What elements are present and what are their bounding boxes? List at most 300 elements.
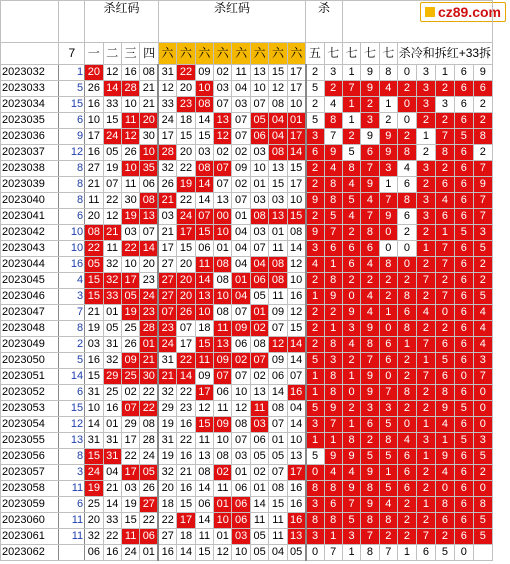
value-cell: 01 — [140, 337, 158, 353]
value-cell: 4 — [361, 257, 379, 273]
period-id: 2023051 — [1, 369, 59, 385]
subheader-g1: 四 — [140, 43, 158, 65]
value-cell: 5 — [306, 81, 324, 97]
value-cell: 8 — [324, 481, 342, 497]
value-cell: 4 — [306, 257, 324, 273]
value-cell: 20 — [177, 145, 195, 161]
value-cell: 15 — [85, 289, 103, 305]
value-cell: 35 — [140, 161, 158, 177]
value-cell: 0 — [473, 417, 492, 433]
value-cell: 07 — [214, 97, 232, 113]
value-cell: 4 — [342, 337, 360, 353]
value-cell: 07 — [140, 225, 158, 241]
value-cell: 05 — [140, 465, 158, 481]
value-cell: 1 — [379, 177, 397, 193]
value-cell: 13 — [214, 113, 232, 129]
value-cell: 6 — [435, 177, 454, 193]
period-id: 2023056 — [1, 449, 59, 465]
value-cell: 5 — [379, 449, 397, 465]
period-id: 2023055 — [1, 433, 59, 449]
value-cell: 15 — [85, 369, 103, 385]
value-cell: 01 — [103, 417, 121, 433]
period-id: 2023042 — [1, 225, 59, 241]
value-cell: 21 — [140, 81, 158, 97]
value-cell: 8 — [324, 193, 342, 209]
period-id: 2023037 — [1, 145, 59, 161]
value-cell: 0 — [473, 481, 492, 497]
value-cell: 01 — [214, 497, 232, 513]
value-cell: 23 — [177, 401, 195, 417]
value-cell: 1 — [398, 545, 417, 561]
table-row — [1, 209, 510, 225]
value-cell: 01 — [103, 305, 121, 321]
value-cell: 16 — [287, 497, 305, 513]
value-cell: 6 — [398, 465, 417, 481]
value-cell: 16 — [85, 145, 103, 161]
value-cell: 6 — [379, 353, 397, 369]
value-cell: 7 — [473, 369, 492, 385]
value-cell: 6 — [398, 305, 417, 321]
table-row — [1, 465, 510, 481]
value-cell: 04 — [269, 545, 287, 561]
count-cell: 1 — [59, 65, 85, 81]
value-cell: 7 — [379, 545, 397, 561]
value-cell: 04 — [232, 81, 250, 97]
value-cell: 07 — [214, 369, 232, 385]
subheader-blank — [1, 43, 59, 65]
value-cell: 6 — [454, 113, 473, 129]
value-cell: 8 — [361, 545, 379, 561]
value-cell: 2 — [416, 321, 435, 337]
value-cell: 10 — [250, 81, 268, 97]
value-cell: 25 — [103, 385, 121, 401]
count-cell: 5 — [59, 81, 85, 97]
subheader-last: 杀冷和拆红+33拆 — [398, 43, 493, 65]
value-cell: 0 — [342, 385, 360, 401]
value-cell: 15 — [85, 449, 103, 465]
value-cell: 2 — [379, 529, 397, 545]
value-cell: 5 — [435, 353, 454, 369]
value-cell: 27 — [158, 529, 176, 545]
value-cell: 01 — [250, 481, 268, 497]
value-cell: 13 — [269, 209, 287, 225]
value-cell: 33 — [158, 97, 176, 113]
value-cell: 12 — [214, 129, 232, 145]
value-cell: 3 — [473, 225, 492, 241]
value-cell: 16 — [103, 545, 121, 561]
value-cell: 8 — [435, 145, 454, 161]
value-cell: 13 — [250, 65, 268, 81]
value-cell: 22 — [140, 513, 158, 529]
value-cell: 20 — [85, 209, 103, 225]
value-cell: 1 — [342, 417, 360, 433]
period-id: 2023047 — [1, 305, 59, 321]
value-cell: 16 — [287, 289, 305, 305]
value-cell: 31 — [85, 385, 103, 401]
value-cell: 01 — [140, 545, 158, 561]
value-cell: 2 — [416, 465, 435, 481]
value-cell: 2 — [398, 129, 417, 145]
subheader-g2: 六 — [195, 43, 213, 65]
value-cell: 0 — [306, 545, 324, 561]
value-cell: 21 — [85, 177, 103, 193]
value-cell: 14 — [85, 417, 103, 433]
value-cell: 2 — [379, 289, 397, 305]
value-cell: 7 — [379, 193, 397, 209]
value-cell: 5 — [473, 513, 492, 529]
subheader-count: 7 — [59, 43, 85, 65]
value-cell: 5 — [306, 113, 324, 129]
value-cell: 11 — [232, 65, 250, 81]
period-id: 2023049 — [1, 337, 59, 353]
subheader-g2: 六 — [214, 43, 232, 65]
value-cell: 17 — [195, 385, 213, 401]
value-cell: 2 — [306, 65, 324, 81]
value-cell: 10 — [121, 97, 139, 113]
value-cell: 26 — [140, 481, 158, 497]
table-row — [1, 273, 510, 289]
value-cell: 11 — [250, 513, 268, 529]
value-cell: 0 — [398, 113, 417, 129]
value-cell: 21 — [158, 193, 176, 209]
value-cell: 11 — [269, 529, 287, 545]
value-cell: 17 — [158, 129, 176, 145]
value-cell: 6 — [398, 177, 417, 193]
value-cell: 15 — [269, 65, 287, 81]
value-cell: 11 — [269, 241, 287, 257]
value-cell: 2 — [306, 161, 324, 177]
value-cell: 2 — [398, 81, 417, 97]
value-cell: 2 — [306, 305, 324, 321]
value-cell: 4 — [361, 193, 379, 209]
value-cell: 03 — [85, 337, 103, 353]
count-cell: 8 — [59, 193, 85, 209]
value-cell: 2 — [416, 257, 435, 273]
value-cell: 2 — [435, 321, 454, 337]
value-cell: 3 — [306, 129, 324, 145]
value-cell: 30 — [140, 369, 158, 385]
value-cell: 4 — [361, 289, 379, 305]
value-cell: 2 — [342, 225, 360, 241]
value-cell: 05 — [121, 289, 139, 305]
value-cell: 2 — [398, 529, 417, 545]
value-cell: 28 — [121, 81, 139, 97]
value-cell: 03 — [121, 225, 139, 241]
period-id: 2023053 — [1, 401, 59, 417]
value-cell: 13 — [214, 337, 232, 353]
value-cell: 31 — [158, 433, 176, 449]
value-cell: 18 — [158, 497, 176, 513]
table-row — [1, 113, 510, 129]
value-cell: 5 — [361, 449, 379, 465]
period-id: 2023034 — [1, 97, 59, 113]
value-cell: 14 — [195, 113, 213, 129]
value-cell: 2 — [398, 497, 417, 513]
value-cell: 6 — [454, 241, 473, 257]
value-cell: 15 — [103, 113, 121, 129]
value-cell: 04 — [269, 129, 287, 145]
value-cell: 14 — [140, 241, 158, 257]
value-cell: 9 — [306, 225, 324, 241]
value-cell: 07 — [103, 177, 121, 193]
value-cell: 07 — [232, 129, 250, 145]
value-cell: 4 — [473, 337, 492, 353]
value-cell: 2 — [473, 97, 492, 113]
value-cell: 16 — [121, 65, 139, 81]
count-cell: 16 — [59, 257, 85, 273]
value-cell: 02 — [232, 145, 250, 161]
value-cell: 15 — [269, 497, 287, 513]
subheader-g3: 七 — [342, 43, 360, 65]
period-id: 2023039 — [1, 177, 59, 193]
value-cell: 08 — [287, 225, 305, 241]
value-cell: 03 — [250, 145, 268, 161]
value-cell: 7 — [416, 273, 435, 289]
value-cell: 07 — [177, 321, 195, 337]
period-id: 2023050 — [1, 353, 59, 369]
value-cell: 09 — [121, 353, 139, 369]
value-cell: 22 — [85, 241, 103, 257]
value-cell: 6 — [342, 257, 360, 273]
value-cell: 22 — [177, 353, 195, 369]
table-row — [1, 337, 510, 353]
value-cell: 22 — [140, 401, 158, 417]
count-cell: 9 — [59, 129, 85, 145]
value-cell: 4 — [361, 305, 379, 321]
period-id: 2023038 — [1, 161, 59, 177]
value-cell: 09 — [232, 161, 250, 177]
value-cell: 9 — [324, 289, 342, 305]
value-cell: 10 — [214, 513, 232, 529]
value-cell: 06 — [140, 529, 158, 545]
value-cell: 17 — [121, 273, 139, 289]
value-cell: 11 — [121, 113, 139, 129]
value-cell: 6 — [361, 145, 379, 161]
value-cell: 1 — [342, 369, 360, 385]
value-cell: 8 — [324, 513, 342, 529]
value-cell: 05 — [103, 321, 121, 337]
value-cell: 2 — [306, 337, 324, 353]
value-cell: 22 — [140, 385, 158, 401]
period-id: 2023060 — [1, 513, 59, 529]
value-cell: 5 — [454, 225, 473, 241]
value-cell: 6 — [454, 177, 473, 193]
value-cell: 32 — [158, 161, 176, 177]
value-cell: 20 — [85, 513, 103, 529]
value-cell: 14 — [177, 369, 195, 385]
value-cell: 3 — [306, 417, 324, 433]
value-cell: 9 — [361, 385, 379, 401]
value-cell: 14 — [250, 497, 268, 513]
value-cell: 0 — [435, 305, 454, 321]
value-cell: 07 — [232, 369, 250, 385]
value-cell: 1 — [324, 321, 342, 337]
value-cell: 07 — [158, 305, 176, 321]
period-id: 2023052 — [1, 385, 59, 401]
value-cell: 15 — [121, 513, 139, 529]
value-cell: 11 — [250, 401, 268, 417]
value-cell: 2 — [398, 401, 417, 417]
value-cell: 1 — [324, 433, 342, 449]
value-cell: 2 — [473, 273, 492, 289]
value-cell: 04 — [232, 289, 250, 305]
table-row — [1, 497, 510, 513]
value-cell: 8 — [398, 289, 417, 305]
count-cell: 11 — [59, 513, 85, 529]
count-cell: 6 — [59, 385, 85, 401]
value-cell: 08 — [214, 257, 232, 273]
value-cell: 6 — [435, 369, 454, 385]
value-cell: 6 — [454, 449, 473, 465]
value-cell: 5 — [306, 401, 324, 417]
value-cell: 8 — [361, 337, 379, 353]
value-cell: 1 — [416, 129, 435, 145]
value-cell: 07 — [250, 241, 268, 257]
period-id: 2023040 — [1, 193, 59, 209]
value-cell: 8 — [435, 497, 454, 513]
value-cell: 2 — [361, 433, 379, 449]
subheader-g3: 七 — [379, 43, 397, 65]
value-cell: 26 — [85, 81, 103, 97]
count-cell: 3 — [59, 289, 85, 305]
table-row — [1, 449, 510, 465]
count-cell: 6 — [59, 497, 85, 513]
value-cell: 02 — [121, 385, 139, 401]
value-cell: 2 — [435, 81, 454, 97]
header-group3: 杀 — [306, 1, 343, 43]
value-cell: 0 — [306, 465, 324, 481]
value-cell: 7 — [342, 81, 360, 97]
value-cell: 4 — [435, 417, 454, 433]
value-cell: 23 — [177, 97, 195, 113]
count-cell: 8 — [59, 321, 85, 337]
value-cell: 9 — [379, 129, 397, 145]
value-cell: 5 — [342, 513, 360, 529]
count-cell: 6 — [59, 113, 85, 129]
value-cell: 7 — [361, 209, 379, 225]
value-cell: 25 — [85, 497, 103, 513]
value-cell: 1 — [416, 417, 435, 433]
value-cell: 4 — [342, 177, 360, 193]
value-cell: 0 — [398, 65, 417, 81]
value-cell: 6 — [473, 81, 492, 97]
value-cell: 27 — [158, 289, 176, 305]
value-cell: 9 — [361, 369, 379, 385]
value-cell: 07 — [287, 369, 305, 385]
value-cell: 08 — [214, 305, 232, 321]
value-cell: 09 — [214, 353, 232, 369]
value-cell: 6 — [454, 81, 473, 97]
value-cell: 8 — [361, 481, 379, 497]
value-cell: 7 — [435, 257, 454, 273]
value-cell: 2 — [416, 113, 435, 129]
value-cell: 1 — [416, 353, 435, 369]
value-cell: 1 — [435, 433, 454, 449]
value-cell: 5 — [324, 209, 342, 225]
value-cell: 8 — [324, 369, 342, 385]
value-cell: 6 — [416, 545, 435, 561]
value-cell: 4 — [398, 433, 417, 449]
value-cell: 6 — [454, 385, 473, 401]
value-cell: 8 — [324, 273, 342, 289]
value-cell: 8 — [398, 321, 417, 337]
value-cell: 02 — [214, 65, 232, 81]
value-cell: 07 — [269, 321, 287, 337]
value-cell: 07 — [195, 209, 213, 225]
value-cell: 2 — [361, 97, 379, 113]
value-cell: 19 — [158, 449, 176, 465]
value-cell: 09 — [195, 369, 213, 385]
value-cell: 2 — [342, 353, 360, 369]
value-cell: 2 — [398, 225, 417, 241]
value-cell: 17 — [177, 337, 195, 353]
value-cell: 15 — [85, 273, 103, 289]
value-cell: 10 — [232, 545, 250, 561]
subheader-g2: 六 — [232, 43, 250, 65]
value-cell: 0 — [398, 257, 417, 273]
value-cell: 06 — [232, 337, 250, 353]
value-cell: 3 — [324, 353, 342, 369]
value-cell: 08 — [195, 465, 213, 481]
value-cell: 02 — [232, 353, 250, 369]
value-cell: 1 — [306, 433, 324, 449]
value-cell: 6 — [454, 273, 473, 289]
value-cell: 4 — [435, 193, 454, 209]
value-cell: 10 — [214, 289, 232, 305]
value-cell: 8 — [324, 385, 342, 401]
value-cell: 01 — [250, 177, 268, 193]
value-cell: 4 — [416, 305, 435, 321]
count-cell: 12 — [59, 145, 85, 161]
value-cell: 0 — [379, 241, 397, 257]
value-cell: 10 — [287, 433, 305, 449]
value-cell: 7 — [324, 545, 342, 561]
subheader-g2: 六 — [250, 43, 268, 65]
value-cell: 0 — [473, 385, 492, 401]
value-cell: 6 — [454, 65, 473, 81]
value-cell: 05 — [250, 289, 268, 305]
table-row — [1, 289, 510, 305]
value-cell: 23 — [140, 273, 158, 289]
subheader-row — [1, 43, 510, 65]
value-cell: 20 — [177, 289, 195, 305]
value-cell: 6 — [324, 497, 342, 513]
value-cell: 16 — [103, 401, 121, 417]
table-row — [1, 257, 510, 273]
period-id: 2023054 — [1, 417, 59, 433]
value-cell: 9 — [361, 177, 379, 193]
value-cell: 2 — [473, 145, 492, 161]
value-cell: 1 — [398, 337, 417, 353]
value-cell: 4 — [342, 465, 360, 481]
value-cell: 9 — [342, 481, 360, 497]
value-cell: 06 — [214, 385, 232, 401]
period-id: 2023033 — [1, 81, 59, 97]
value-cell: 2 — [398, 273, 417, 289]
period-id: 2023036 — [1, 129, 59, 145]
value-cell: 6 — [398, 209, 417, 225]
value-cell: 5 — [454, 433, 473, 449]
value-cell: 24 — [158, 113, 176, 129]
value-cell: 29 — [121, 417, 139, 433]
value-cell: 05 — [250, 529, 268, 545]
value-cell: 21 — [140, 97, 158, 113]
value-cell: 8 — [398, 193, 417, 209]
value-cell: 05 — [250, 449, 268, 465]
value-cell: 08 — [140, 417, 158, 433]
count-cell: 11 — [59, 529, 85, 545]
value-cell: 18 — [195, 321, 213, 337]
